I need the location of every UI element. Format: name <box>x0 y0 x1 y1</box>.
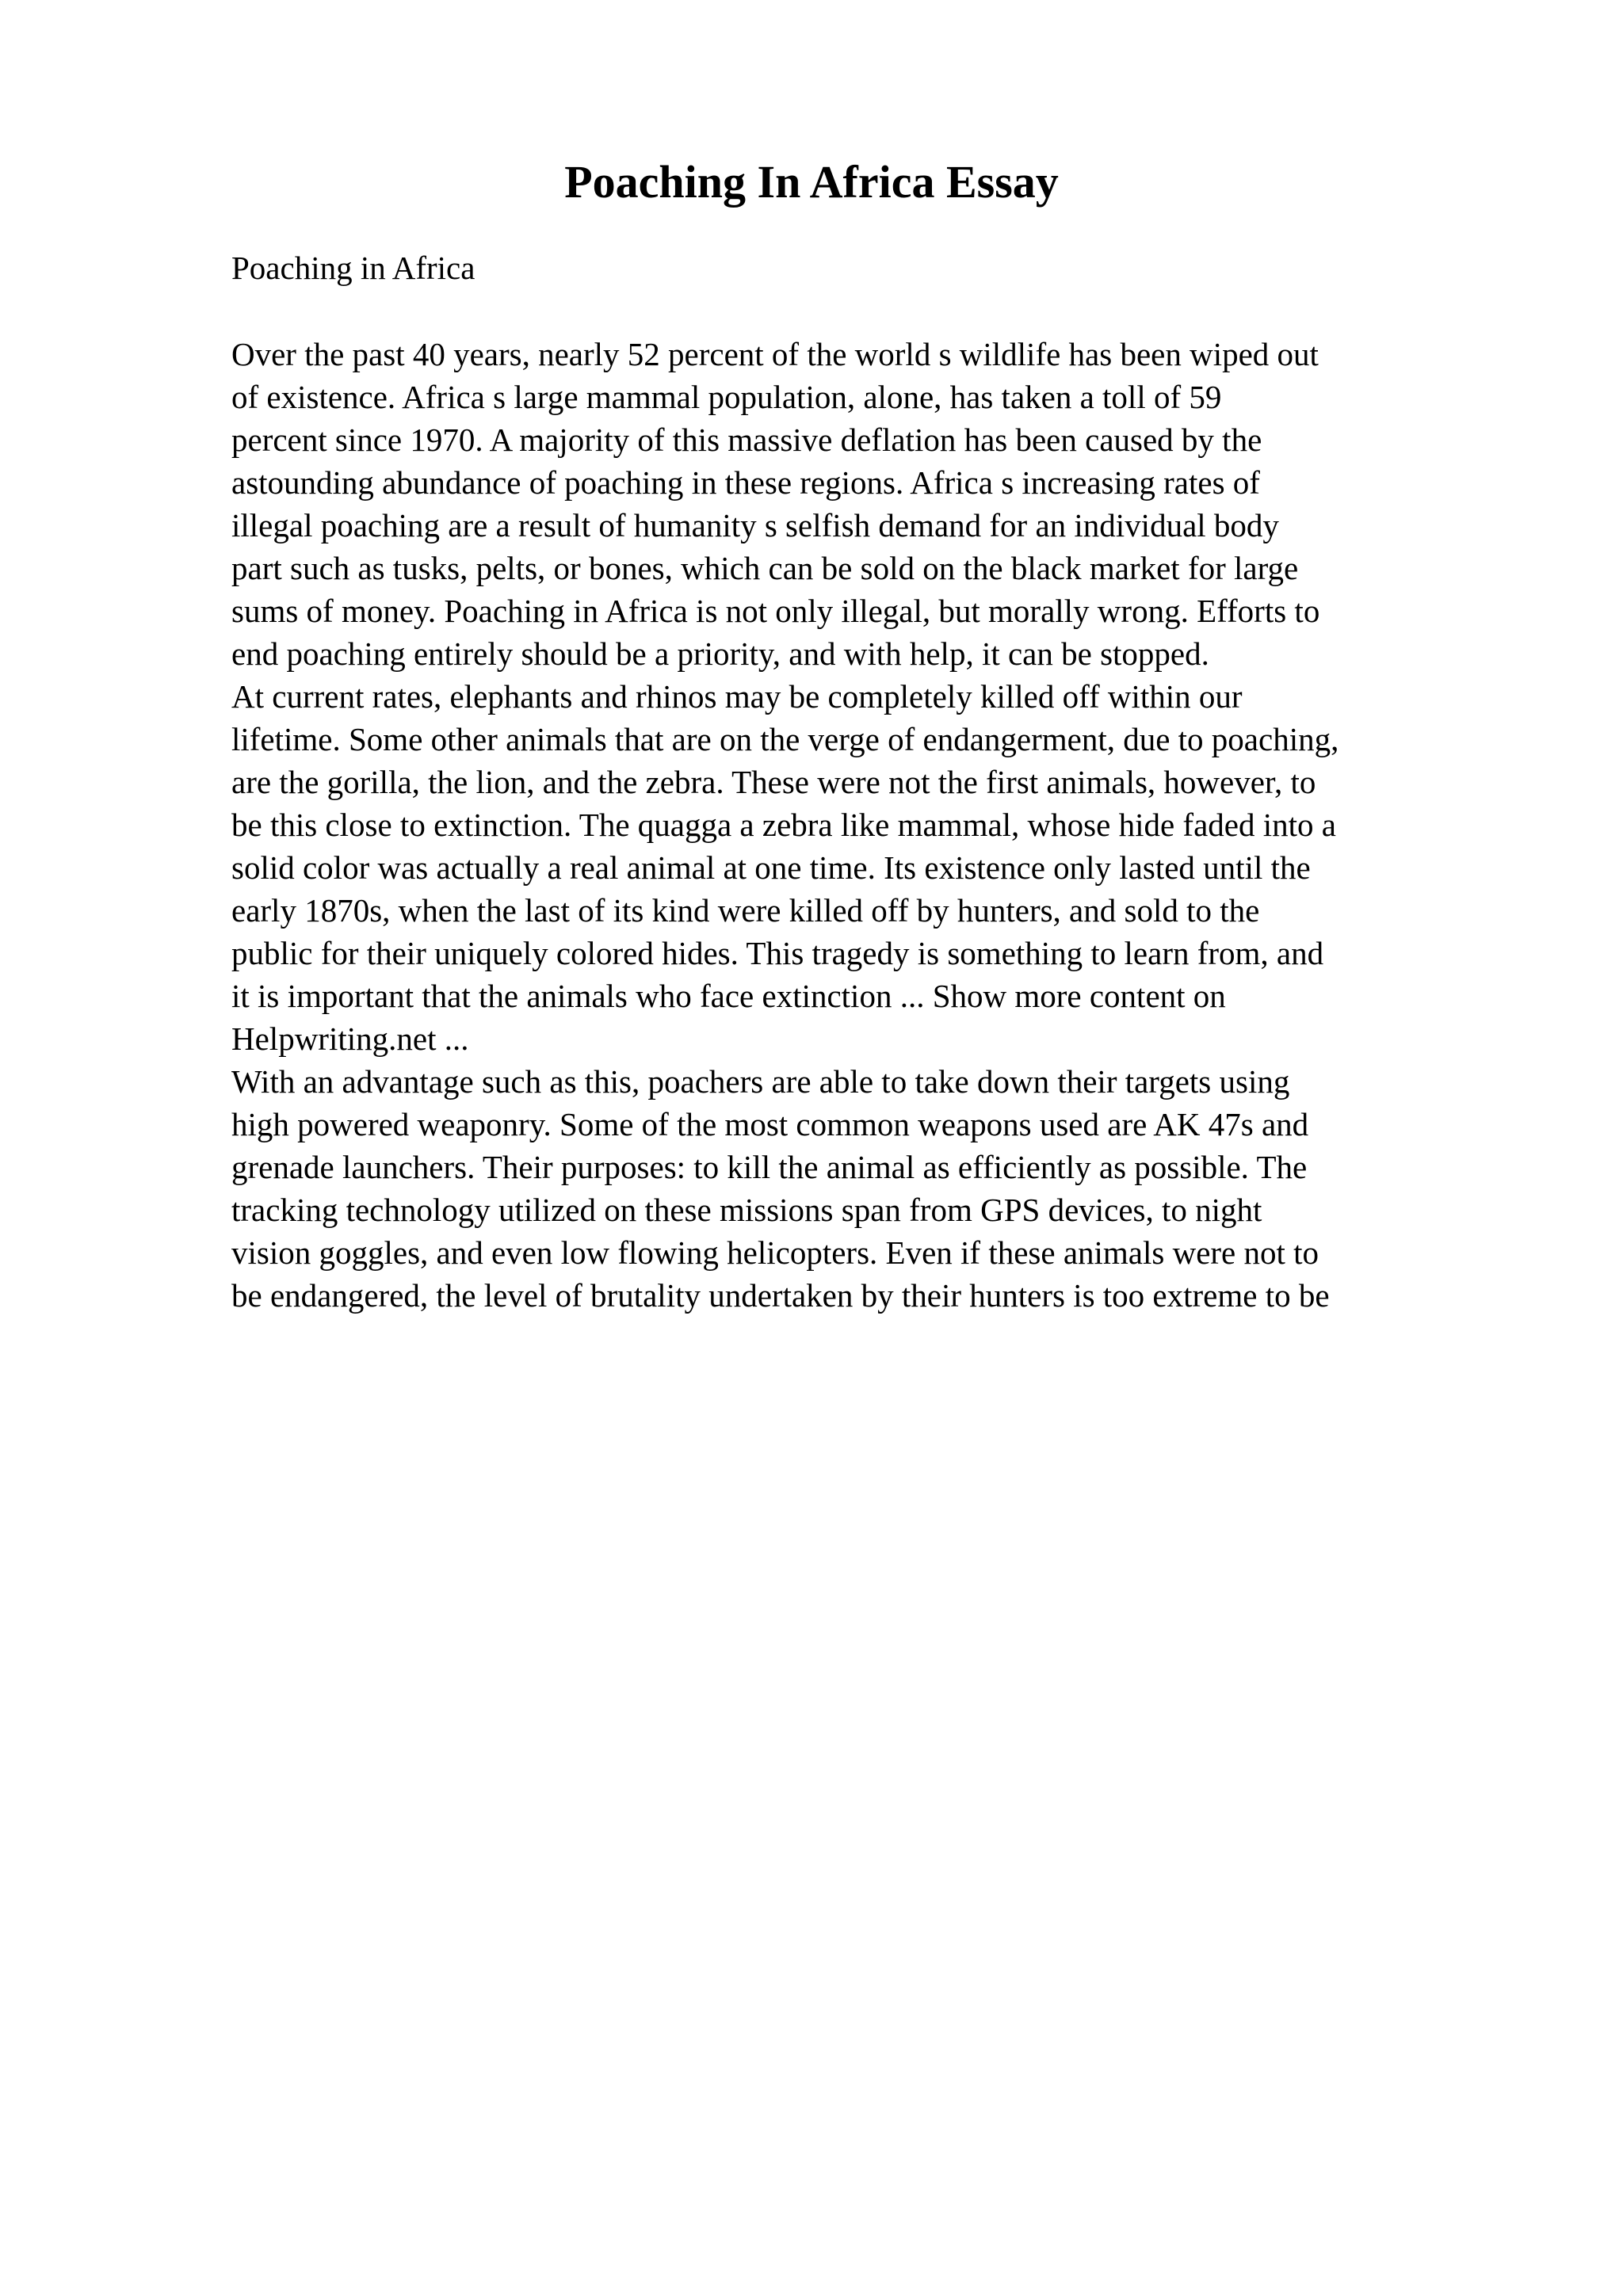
text-line: of existence. Africa s large mammal population, alone, has taken a toll of 59 <box>231 379 1222 415</box>
essay-subtitle: Poaching in Africa <box>231 250 475 286</box>
text-line: be this close to extinction. The quagga a zebra like mammal, whose hide faded into a <box>231 807 1336 843</box>
text-line: astounding abundance of poaching in these regions. Africa s increasing rates of <box>231 464 1260 501</box>
text-line: solid color was actually a real animal at one time. Its existence only lasted until the <box>231 849 1311 886</box>
text-line: public for their uniquely colored hides. This tragedy is something to learn from, and <box>231 935 1324 971</box>
text-line: illegal poaching are a result of humanity s selfish demand for an individual body <box>231 507 1279 543</box>
text-line: percent since 1970. A majority of this massive deflation has been caused by the <box>231 421 1262 458</box>
text-line: At current rates, elephants and rhinos may be completely killed off within our <box>231 678 1243 715</box>
text-line: Helpwriting.net ... <box>231 1020 469 1057</box>
text-line: early 1870s, when the last of its kind were killed off by hunters, and sold to the <box>231 892 1260 929</box>
text-line: lifetime. Some other animals that are on the verge of endangerment, due to poaching, <box>231 721 1339 757</box>
essay-body <box>231 333 1338 1317</box>
text-line: it is important that the animals who face extinction ... Show more content on <box>231 978 1226 1014</box>
text-line: part such as tusks, pelts, or bones, which can be sold on the black market for large <box>231 550 1299 586</box>
text-line: Over the past 40 years, nearly 52 percent of the world s wildlife has been wiped out <box>231 336 1319 372</box>
text-line: high powered weaponry. Some of the most common weapons used are AK 47s and <box>231 1106 1309 1142</box>
text-line: vision goggles, and even low flowing helicopters. Even if these animals were not to <box>231 1234 1319 1271</box>
text-line: tracking technology utilized on these missions span from GPS devices, to night <box>231 1192 1262 1228</box>
text-line: sums of money. Poaching in Africa is not only illegal, but morally wrong. Efforts to <box>231 593 1320 629</box>
text-line: be endangered, the level of brutality undertaken by their hunters is too extreme to be <box>231 1277 1330 1314</box>
text-line: are the gorilla, the lion, and the zebra. These were not the first animals, however, to <box>231 764 1316 800</box>
text-line: grenade launchers. Their purposes: to kill the animal as efficiently as possible. The <box>231 1149 1308 1185</box>
page-title: Poaching In Africa Essay <box>564 156 1059 208</box>
text-line: end poaching entirely should be a priority, and with help, it can be stopped. <box>231 635 1209 672</box>
text-line: With an advantage such as this, poachers are able to take down their targets using <box>231 1063 1290 1100</box>
